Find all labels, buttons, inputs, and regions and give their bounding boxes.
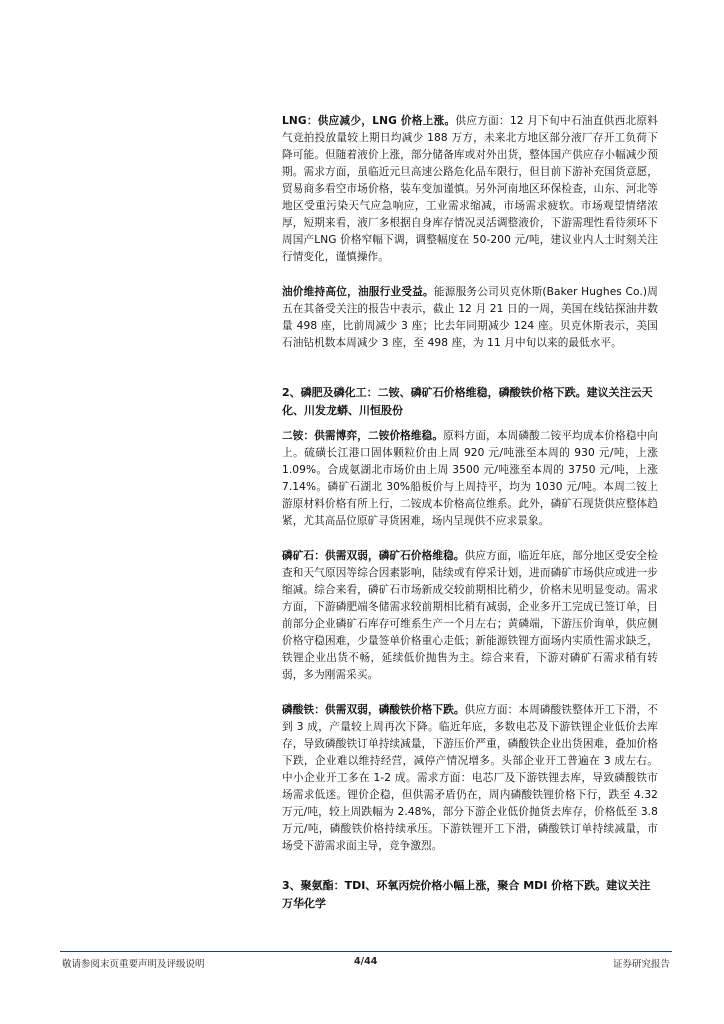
section-heading-phosphate: 2、磷肥及磷化工：二铵、磷矿石价格维稳，磷酸铁价格下跌。建议关注云天化、川发龙蟒、川恒股份	[282, 386, 653, 417]
paragraph-oil-lead: 油价维持高位，油服行业受益。	[282, 286, 434, 298]
paragraph-ammonium	[282, 428, 658, 530]
footer-report-type: 证券研究报告	[612, 959, 670, 970]
paragraph-phosphate-rock	[282, 548, 658, 684]
paragraph-lfp-lead: 磷酸铁：供需双弱，磷酸铁价格下跌。	[282, 704, 465, 716]
page-number: 4/44	[354, 956, 378, 967]
paragraph-oil-body: 能源服务公司贝克休斯(Baker Hughes Co.)周五在其备受关注的报告中表示，截止 12 月 21 日的一周，美国在线钻探油井数量 498 座，比前周减少 3 座；比去年同期减少 124 座。贝克休斯表示，美国石油钻机数本周减少 3 座，至 498 座，为 11 月中旬以来的最低水平。	[282, 286, 658, 349]
paragraph-phosphate-rock-body: 供应方面，临近年底，部分地区受安全检查和天气原因等综合因素影响，陆续或有停采计划，进而磷矿市场供应或进一步缩减。综合来看，磷矿石市场新成交较前期相比稍少，价格未见明显变动。需求方面，下游磷肥端冬储需求较前期相比稍有减弱，企业多开工完成已签订单，目前部分企业磷矿石库存可维系生产一个月左右；黄磷端，下游压价询单，供应侧价格守稳困难，少量签单价格重心走低；新能源铁锂方面场内实质性需求缺乏，铁锂企业出货不畅，延续低价抛售为主。综合来看，下游对磷矿石需求稍有转弱，多为刚需采买。	[282, 550, 658, 681]
paragraph-ammonium-lead: 二铵：供需博弈，二铵价格维稳。	[282, 430, 444, 442]
footer-disclaimer: 敬请参阅末页重要声明及评级说明	[62, 959, 205, 970]
paragraph-oil	[282, 284, 658, 352]
page-footer	[60, 956, 672, 972]
section-heading-polyurethane: 3、聚氨酯：TDI、环氧丙烷价格小幅上涨，聚合 MDI 价格下跌。建议关注万华化学	[282, 879, 651, 910]
footer-divider	[60, 951, 672, 952]
paragraph-lng	[282, 113, 658, 266]
paragraph-lfp-body: 供应方面：本周磷酸铁整体开工下滑，不到 3 成，产量较上周再次下降。临近年底，多数电芯及下游铁锂企业低价去库存，导致磷酸铁订单持续减量，下游压价严重，磷酸铁企业出货困难，叠加价格下跌，企业难以维持经营，减停产情况增多。头部企业开工普遍在 3 成左右。中小企业开工多在 1-2 成。需求方面：电芯厂及下游铁锂去库，导致磷酸铁市场需求低迷。锂价企稳，但供需矛盾仍在，周内磷酸铁锂价格下行，跌至 4.32 万元/吨，较上周跌幅为 2.48%，部分下游企业低价抛货去库存，价格低至 3.8 万元/吨，磷酸铁价格持续承压。下游铁锂开工下滑，磷酸铁订单持续减量，市场受下游需求面主导，竞争激烈。	[282, 704, 658, 852]
paragraph-lng-body: 供应方面：12 月下旬中石油直供西北原料气竞拍投放量较上期日均减少 188 万方，未来北方地区部分液厂存开工负荷下降可能。但随着液价上涨，部分储备库或对外出货，整体国产供应存小幅减少预期。需求方面，虽临近元旦高速公路危化品车限行，但目前下游补充国货意愿，贸易商多看空市场价格，装车变加谨慎。另外河南地区环保检查，山东、河北等地区受重污染天气应急响应，工业需求缩减，市场需求疲软。市场观望情绪浓厚，短期来看，液厂多根据自身库存情况灵活调整液价，下游需理性看待须环下周国产LNG 价格窄幅下调，调整幅度在 50-200 元/吨，建议业内人士时刻关注行情变化，谨慎操作。	[282, 115, 658, 263]
paragraph-lfp	[282, 702, 658, 855]
paragraph-ammonium-body: 原料方面，本周磷酸二铵平均成本价格稳中向上。硫磺长江港口固体颗粒价由上周 920 元/吨涨至本周的 930 元/吨，上涨 1.09%。合成氨湖北市场价由上周 3500 元/吨涨至本周的 3750 元/吨，上涨 7.14%。磷矿石湖北 30%船板价与上周持平，均为 1030 元/吨。本周二铵上游原材料价格有所上行，二铵成本价格高位维系。此外，磷矿石现货供应整体趋紧，尤其高品位原矿寻货困难，场内呈现供不应求景象。	[282, 430, 659, 527]
report-body	[282, 113, 658, 921]
paragraph-lng-lead: LNG：供应减少，LNG 价格上涨。	[282, 115, 456, 127]
paragraph-phosphate-rock-lead: 磷矿石：供需双弱，磷矿石价格维稳。	[282, 550, 465, 562]
